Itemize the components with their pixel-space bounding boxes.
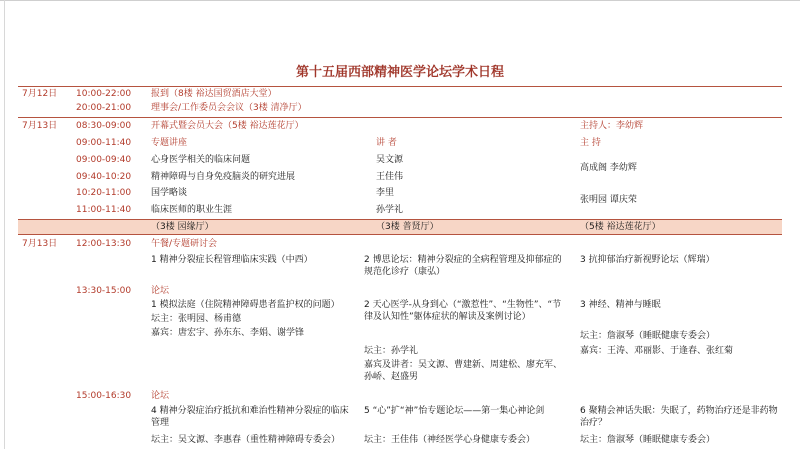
forum-1-guests: 嘉宾：唐宏宇、孙东东、李娟、谢学锋 bbox=[151, 328, 305, 338]
divider-day1 bbox=[18, 86, 782, 87]
forum-3-title: 3 神经、精神与睡眠 bbox=[580, 300, 661, 310]
divider-band-bottom bbox=[18, 234, 782, 235]
lecture-header: 专题讲座 bbox=[151, 138, 188, 148]
venue-1: （3楼 园缘厅） bbox=[151, 222, 214, 232]
lunch-session-1: 1 精神分裂症长程管理临床实践（中西） bbox=[151, 255, 313, 265]
forum-3-chair: 坛主：詹淑琴（睡眠健康专委会） bbox=[580, 331, 716, 341]
forum-2-title: 2 天心医学-从身到心（“激惹性”、“生物性”、“节律及认知性”躯体症状的解读及案例讨论） bbox=[364, 300, 562, 322]
speaker-column-header: 讲 者 bbox=[376, 138, 397, 148]
top-border bbox=[0, 0, 800, 1]
lecture-speaker: 李里 bbox=[376, 188, 395, 198]
lecture-topic: 临床医师的职业生涯 bbox=[151, 205, 233, 215]
lecture-topic: 精神障碍与自身免疫脑炎的研究进展 bbox=[151, 172, 296, 182]
forum-1-title: 1 模拟法庭（住院精神障碍患者监护权的问题） bbox=[151, 300, 340, 310]
forum-1-chair: 坛主：张明园、杨甫德 bbox=[151, 314, 242, 324]
opening-host: 主持人：李幼辉 bbox=[580, 121, 644, 131]
time: 13:30-15:00 bbox=[76, 286, 132, 296]
time: 10:00-22:00 bbox=[76, 89, 132, 99]
registration-text: 报到（8楼 裕达国贸酒店大堂） bbox=[151, 89, 277, 99]
date-day1: 7月12日 bbox=[22, 89, 58, 99]
host-column-header: 主 持 bbox=[580, 138, 601, 148]
forum-5-chair: 坛主：王佳伟（神经医学心身健康专委会） bbox=[364, 435, 536, 445]
council-meeting-text: 理事会/工作委员会会议（3楼 清净厅） bbox=[151, 103, 307, 113]
time: 12:00-13:30 bbox=[76, 239, 132, 249]
lecture-hosts: 张明园 谭庆荣 bbox=[580, 195, 637, 205]
forum-5-title: 5 “心”扩“神”怡专题论坛——第一集心神论剑 bbox=[364, 406, 545, 416]
lecture-topic: 国学略谈 bbox=[151, 188, 188, 198]
time: 08:30-09:00 bbox=[76, 121, 132, 131]
lecture-speaker: 吴文源 bbox=[376, 155, 404, 165]
time: 09:00-11:40 bbox=[76, 138, 132, 148]
divider-band-top bbox=[18, 219, 782, 220]
date-day2: 7月13日 bbox=[22, 121, 58, 131]
forum-header: 论坛 bbox=[151, 286, 170, 296]
time: 20:00-21:00 bbox=[76, 103, 132, 113]
lunch-header: 午餐/专题研讨会 bbox=[151, 239, 218, 249]
forum-header: 论坛 bbox=[151, 391, 170, 401]
time: 11:00-11:40 bbox=[76, 205, 132, 215]
page-title: 第十五届西部精神医学论坛学术日程 bbox=[295, 65, 504, 80]
time: 09:00-09:40 bbox=[76, 155, 132, 165]
lunch-session-2: 2 博思论坛：精神分裂症的全病程管理及抑郁症的规范化诊疗（康弘） bbox=[364, 255, 562, 277]
opening-ceremony-text: 开幕式暨会员大会（5楼 裕达莲花厅） bbox=[151, 121, 304, 131]
lecture-hosts: 高成阁 李幼辉 bbox=[580, 163, 637, 173]
venue-2: （3楼 普贤厅） bbox=[376, 222, 439, 232]
forum-4-title: 4 精神分裂症治疗抵抗和难治性精神分裂症的临床管理 bbox=[151, 406, 349, 428]
forum-2-guests: 嘉宾及讲者：吴文源、曹建新、周建松、廖充军、孙峤、赵盛男 bbox=[364, 360, 563, 382]
lecture-speaker: 孙学礼 bbox=[376, 205, 404, 215]
forum-4-chair: 坛主：吴文源、李惠春（重性精神障碍专委会） bbox=[151, 435, 341, 445]
time: 10:20-11:00 bbox=[76, 188, 132, 198]
forum-6-chair: 坛主：詹淑琴（睡眠健康专委会） bbox=[580, 435, 716, 445]
time: 15:00-16:30 bbox=[76, 391, 132, 401]
forum-6-title: 6 聚精会神话失眠：失眠了，药物治疗还是非药物治疗？ bbox=[580, 406, 778, 428]
date-day3: 7月13日 bbox=[22, 239, 58, 249]
divider-day2 bbox=[18, 117, 782, 118]
forum-2-chair: 坛主：孙学礼 bbox=[364, 346, 419, 356]
lunch-session-3: 3 抗抑郁治疗新视野论坛（辉瑞） bbox=[580, 255, 715, 265]
lecture-topic: 心身医学相关的临床问题 bbox=[151, 155, 251, 165]
forum-3-guests: 嘉宾：王涛、邓丽影、于逢春、张红菊 bbox=[580, 346, 734, 356]
venue-3: （5楼 裕达莲花厅） bbox=[580, 222, 661, 232]
time: 09:40-10:20 bbox=[76, 172, 132, 182]
lecture-speaker: 王佳伟 bbox=[376, 172, 404, 182]
